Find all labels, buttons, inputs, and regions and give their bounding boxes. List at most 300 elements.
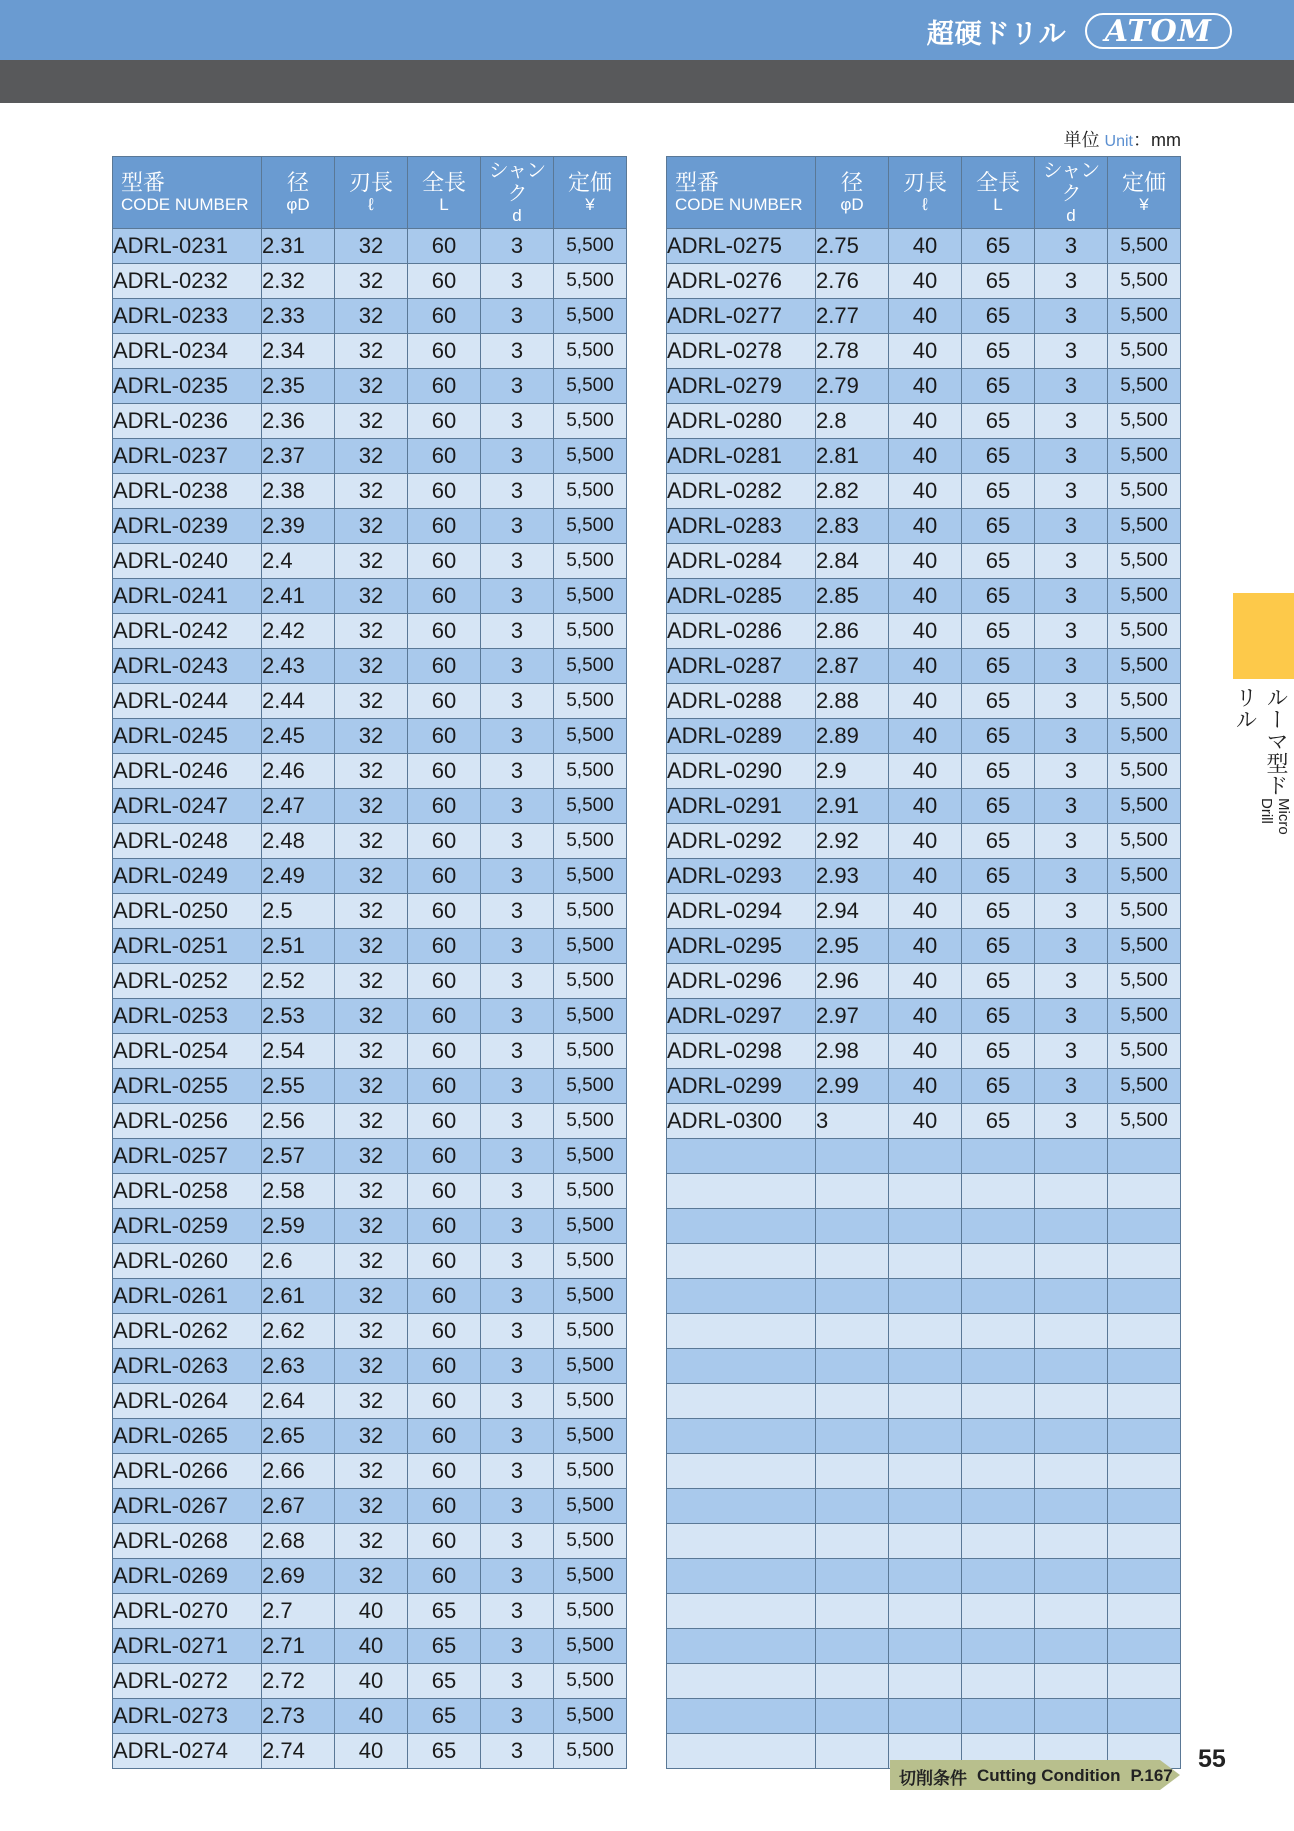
header-title-group (927, 12, 1232, 50)
empty-table-row (667, 1244, 1181, 1279)
shank-cell: 3 (481, 1104, 554, 1139)
shank-cell (1035, 1139, 1108, 1174)
table-row (667, 754, 1181, 789)
flute-length-cell: 32 (335, 1244, 408, 1279)
overall-length-cell: 60 (408, 229, 481, 264)
table-header-row (113, 157, 627, 229)
code-number-cell (667, 1629, 816, 1664)
shank-cell (1035, 1384, 1108, 1419)
price-cell: 5,500 (554, 404, 627, 439)
shank-cell: 3 (481, 1454, 554, 1489)
price-cell: 5,500 (554, 1209, 627, 1244)
shank-cell: 3 (1035, 824, 1108, 859)
flute-length-cell (889, 1279, 962, 1314)
empty-table-row (667, 1664, 1181, 1699)
table-row (667, 1104, 1181, 1139)
shank-cell: 3 (481, 1349, 554, 1384)
flute-length-cell: 32 (335, 649, 408, 684)
overall-length-cell: 65 (962, 334, 1035, 369)
diameter-cell: 2.83 (816, 509, 889, 544)
table-row (113, 299, 627, 334)
shank-cell: 3 (1035, 579, 1108, 614)
unit-value: mm (1151, 130, 1181, 150)
shank-cell: 3 (481, 1524, 554, 1559)
table-row (113, 1419, 627, 1454)
shank-cell: 3 (481, 649, 554, 684)
overall-length-cell: 65 (962, 649, 1035, 684)
price-cell (1108, 1279, 1181, 1314)
price-cell: 5,500 (1108, 369, 1181, 404)
diameter-cell: 2.52 (262, 964, 335, 999)
overall-length-cell (962, 1419, 1035, 1454)
flute-length-cell (889, 1489, 962, 1524)
table-row (113, 474, 627, 509)
code-number-cell: ADRL-0240 (113, 544, 262, 579)
price-cell: 5,500 (554, 614, 627, 649)
code-number-cell (667, 1209, 816, 1244)
flute-length-cell: 40 (889, 1069, 962, 1104)
overall-length-cell: 60 (408, 509, 481, 544)
flute-length-cell: 40 (889, 859, 962, 894)
shank-cell: 3 (481, 1664, 554, 1699)
table-row (667, 894, 1181, 929)
code-number-cell (667, 1314, 816, 1349)
flute-length-cell (889, 1349, 962, 1384)
table-row (113, 1664, 627, 1699)
overall-length-cell: 65 (962, 859, 1035, 894)
overall-length-cell: 60 (408, 1069, 481, 1104)
flute-length-cell: 40 (889, 474, 962, 509)
diameter-cell (816, 1174, 889, 1209)
shank-cell: 3 (481, 1629, 554, 1664)
price-cell: 5,500 (554, 859, 627, 894)
price-cell: 5,500 (554, 1524, 627, 1559)
table-row (113, 1209, 627, 1244)
flute-length-cell: 40 (889, 964, 962, 999)
flute-length-cell (889, 1384, 962, 1419)
code-number-cell (667, 1559, 816, 1594)
flute-length-cell: 40 (889, 824, 962, 859)
overall-length-cell: 60 (408, 1559, 481, 1594)
code-number-cell (667, 1384, 816, 1419)
diameter-cell (816, 1279, 889, 1314)
section-side-label (1232, 686, 1292, 846)
flute-length-cell: 32 (335, 1314, 408, 1349)
price-cell (1108, 1524, 1181, 1559)
price-cell: 5,500 (554, 1734, 627, 1769)
col-header-diameter: 径 φD (262, 157, 335, 229)
shank-cell: 3 (1035, 894, 1108, 929)
diameter-cell: 2.84 (816, 544, 889, 579)
code-number-cell (667, 1349, 816, 1384)
shank-cell: 3 (1035, 334, 1108, 369)
diameter-cell (816, 1734, 889, 1769)
flute-length-cell: 32 (335, 1559, 408, 1594)
code-number-cell: ADRL-0276 (667, 264, 816, 299)
overall-length-cell (962, 1384, 1035, 1419)
flute-length-cell: 32 (335, 894, 408, 929)
code-number-cell: ADRL-0283 (667, 509, 816, 544)
flute-length-cell: 32 (335, 509, 408, 544)
price-cell: 5,500 (1108, 719, 1181, 754)
flute-length-cell: 32 (335, 474, 408, 509)
empty-table-row (667, 1524, 1181, 1559)
overall-length-cell: 65 (962, 229, 1035, 264)
overall-length-cell (962, 1314, 1035, 1349)
shank-cell (1035, 1209, 1108, 1244)
code-number-cell (667, 1279, 816, 1314)
table-row (667, 474, 1181, 509)
shank-cell: 3 (481, 1489, 554, 1524)
empty-table-row (667, 1209, 1181, 1244)
flute-length-cell: 40 (889, 334, 962, 369)
empty-table-row (667, 1629, 1181, 1664)
code-number-cell: ADRL-0269 (113, 1559, 262, 1594)
table-row (113, 579, 627, 614)
overall-length-cell: 60 (408, 719, 481, 754)
diameter-cell (816, 1489, 889, 1524)
diameter-cell: 2.59 (262, 1209, 335, 1244)
flute-length-cell: 32 (335, 264, 408, 299)
shank-cell: 3 (1035, 404, 1108, 439)
price-cell: 5,500 (554, 649, 627, 684)
code-number-cell: ADRL-0246 (113, 754, 262, 789)
overall-length-cell: 65 (962, 824, 1035, 859)
diameter-cell: 2.42 (262, 614, 335, 649)
overall-length-cell (962, 1349, 1035, 1384)
overall-length-cell: 60 (408, 894, 481, 929)
code-number-cell: ADRL-0295 (667, 929, 816, 964)
table-row (667, 859, 1181, 894)
overall-length-cell: 60 (408, 1209, 481, 1244)
shank-cell: 3 (481, 229, 554, 264)
overall-length-cell (962, 1454, 1035, 1489)
diameter-cell: 2.63 (262, 1349, 335, 1384)
code-number-cell: ADRL-0233 (113, 299, 262, 334)
flute-length-cell: 32 (335, 1454, 408, 1489)
overall-length-cell: 65 (408, 1664, 481, 1699)
diameter-cell: 2.41 (262, 579, 335, 614)
overall-length-cell: 60 (408, 1139, 481, 1174)
diameter-cell: 2.96 (816, 964, 889, 999)
col-header-overall-length: 全長 L (408, 157, 481, 229)
price-cell: 5,500 (1108, 299, 1181, 334)
diameter-cell: 2.97 (816, 999, 889, 1034)
diameter-cell: 2.56 (262, 1104, 335, 1139)
diameter-cell (816, 1559, 889, 1594)
flute-length-cell: 32 (335, 1384, 408, 1419)
page-number: 55 (1198, 1745, 1226, 1773)
shank-cell (1035, 1349, 1108, 1384)
unit-separator: ： (1133, 130, 1151, 150)
flute-length-cell: 32 (335, 754, 408, 789)
diameter-cell: 2.54 (262, 1034, 335, 1069)
diameter-cell: 2.73 (262, 1699, 335, 1734)
table-row (113, 1104, 627, 1139)
table-row (667, 964, 1181, 999)
diameter-cell: 3 (816, 1104, 889, 1139)
diameter-cell: 2.33 (262, 299, 335, 334)
code-number-cell: ADRL-0294 (667, 894, 816, 929)
code-number-cell: ADRL-0261 (113, 1279, 262, 1314)
shank-cell: 3 (481, 999, 554, 1034)
flute-length-cell (889, 1419, 962, 1454)
flute-length-cell: 32 (335, 1524, 408, 1559)
unit-note (1064, 126, 1181, 152)
shank-cell: 3 (1035, 1104, 1108, 1139)
empty-table-row (667, 1454, 1181, 1489)
overall-length-cell: 65 (962, 719, 1035, 754)
code-number-cell: ADRL-0243 (113, 649, 262, 684)
col-header-code: 型番 CODE NUMBER (113, 157, 262, 229)
overall-length-cell: 65 (962, 544, 1035, 579)
code-number-cell: ADRL-0285 (667, 579, 816, 614)
table-row (667, 544, 1181, 579)
overall-length-cell: 65 (408, 1734, 481, 1769)
code-number-cell: ADRL-0300 (667, 1104, 816, 1139)
shank-cell: 3 (481, 1734, 554, 1769)
overall-length-cell: 65 (962, 929, 1035, 964)
overall-length-cell: 65 (962, 299, 1035, 334)
shank-cell: 3 (481, 789, 554, 824)
table-row (113, 1069, 627, 1104)
atom-logo: ATOM (1085, 13, 1232, 49)
price-cell: 5,500 (554, 684, 627, 719)
diameter-cell: 2.77 (816, 299, 889, 334)
table-row (113, 1384, 627, 1419)
flute-length-cell: 40 (889, 719, 962, 754)
table-row (113, 649, 627, 684)
code-number-cell: ADRL-0262 (113, 1314, 262, 1349)
overall-length-cell: 60 (408, 404, 481, 439)
code-number-cell: ADRL-0282 (667, 474, 816, 509)
price-cell (1108, 1174, 1181, 1209)
table-row (113, 1279, 627, 1314)
shank-cell: 3 (481, 1699, 554, 1734)
price-cell (1108, 1594, 1181, 1629)
table-row (667, 999, 1181, 1034)
diameter-cell: 2.35 (262, 369, 335, 404)
price-cell: 5,500 (1108, 1069, 1181, 1104)
diameter-cell (816, 1349, 889, 1384)
code-number-cell: ADRL-0235 (113, 369, 262, 404)
code-number-cell: ADRL-0248 (113, 824, 262, 859)
flute-length-cell: 32 (335, 859, 408, 894)
price-cell: 5,500 (1108, 614, 1181, 649)
col-header-diameter: 径 φD (816, 157, 889, 229)
diameter-cell: 2.92 (816, 824, 889, 859)
flute-length-cell: 40 (889, 544, 962, 579)
code-number-cell (667, 1734, 816, 1769)
table-row (113, 1034, 627, 1069)
overall-length-cell: 60 (408, 614, 481, 649)
price-cell: 5,500 (554, 544, 627, 579)
overall-length-cell: 60 (408, 1279, 481, 1314)
diameter-cell: 2.81 (816, 439, 889, 474)
overall-length-cell: 60 (408, 439, 481, 474)
diameter-cell: 2.85 (816, 579, 889, 614)
diameter-cell: 2.76 (816, 264, 889, 299)
flute-length-cell: 32 (335, 614, 408, 649)
shank-cell: 3 (481, 579, 554, 614)
code-number-cell: ADRL-0286 (667, 614, 816, 649)
price-cell (1108, 1209, 1181, 1244)
diameter-cell (816, 1384, 889, 1419)
overall-length-cell: 60 (408, 1454, 481, 1489)
code-number-cell: ADRL-0260 (113, 1244, 262, 1279)
overall-length-cell: 65 (962, 789, 1035, 824)
diameter-cell: 2.91 (816, 789, 889, 824)
table-row (667, 229, 1181, 264)
price-cell: 5,500 (554, 1034, 627, 1069)
price-cell: 5,500 (554, 264, 627, 299)
diameter-cell (816, 1209, 889, 1244)
col-header-shank: シャンク d (1035, 157, 1108, 229)
price-cell: 5,500 (554, 1314, 627, 1349)
overall-length-cell (962, 1664, 1035, 1699)
code-number-cell: ADRL-0234 (113, 334, 262, 369)
code-number-cell: ADRL-0278 (667, 334, 816, 369)
diameter-cell: 2.89 (816, 719, 889, 754)
flute-length-cell: 32 (335, 544, 408, 579)
price-cell: 5,500 (554, 1384, 627, 1419)
shank-cell: 3 (481, 859, 554, 894)
price-cell: 5,500 (1108, 684, 1181, 719)
col-header-shank: シャンク d (481, 157, 554, 229)
code-number-cell: ADRL-0255 (113, 1069, 262, 1104)
code-number-cell: ADRL-0272 (113, 1664, 262, 1699)
overall-length-cell: 65 (962, 754, 1035, 789)
diameter-cell: 2.62 (262, 1314, 335, 1349)
table-row (113, 264, 627, 299)
shank-cell: 3 (1035, 684, 1108, 719)
cutting-condition-link[interactable] (899, 1762, 1173, 1790)
flute-length-cell: 40 (889, 894, 962, 929)
code-number-cell: ADRL-0279 (667, 369, 816, 404)
flute-length-cell (889, 1209, 962, 1244)
flute-length-cell: 40 (335, 1629, 408, 1664)
flute-length-cell: 40 (889, 999, 962, 1034)
overall-length-cell: 65 (962, 684, 1035, 719)
diameter-cell: 2.58 (262, 1174, 335, 1209)
code-number-cell: ADRL-0263 (113, 1349, 262, 1384)
diameter-cell: 2.99 (816, 1069, 889, 1104)
diameter-cell: 2.78 (816, 334, 889, 369)
code-number-cell: ADRL-0241 (113, 579, 262, 614)
table-row (113, 754, 627, 789)
col-header-flute-length: 刃長 ℓ (889, 157, 962, 229)
shank-cell: 3 (481, 1034, 554, 1069)
overall-length-cell: 60 (408, 964, 481, 999)
col-header-price: 定価 ¥ (1108, 157, 1181, 229)
flute-length-cell (889, 1244, 962, 1279)
table-row (113, 404, 627, 439)
code-number-cell: ADRL-0274 (113, 1734, 262, 1769)
price-cell: 5,500 (1108, 509, 1181, 544)
diameter-cell (816, 1314, 889, 1349)
overall-length-cell: 60 (408, 1034, 481, 1069)
table-row (667, 649, 1181, 684)
shank-cell: 3 (481, 754, 554, 789)
table-row (113, 1559, 627, 1594)
price-cell: 5,500 (554, 439, 627, 474)
diameter-cell: 2.82 (816, 474, 889, 509)
flute-length-cell: 40 (335, 1734, 408, 1769)
empty-table-row (667, 1174, 1181, 1209)
code-number-cell: ADRL-0273 (113, 1699, 262, 1734)
code-number-cell: ADRL-0259 (113, 1209, 262, 1244)
table-row (667, 334, 1181, 369)
table-row (667, 439, 1181, 474)
diameter-cell (816, 1699, 889, 1734)
diameter-cell: 2.6 (262, 1244, 335, 1279)
price-cell: 5,500 (554, 719, 627, 754)
price-cell: 5,500 (554, 1174, 627, 1209)
overall-length-cell: 60 (408, 999, 481, 1034)
shank-cell: 3 (1035, 1069, 1108, 1104)
price-cell (1108, 1139, 1181, 1174)
price-cell: 5,500 (1108, 859, 1181, 894)
overall-length-cell: 60 (408, 579, 481, 614)
table-row (113, 614, 627, 649)
price-cell: 5,500 (1108, 964, 1181, 999)
empty-table-row (667, 1384, 1181, 1419)
code-number-cell: ADRL-0253 (113, 999, 262, 1034)
code-number-cell: ADRL-0232 (113, 264, 262, 299)
flute-length-cell (889, 1594, 962, 1629)
table-row (113, 719, 627, 754)
shank-cell: 3 (481, 264, 554, 299)
diameter-cell: 2.93 (816, 859, 889, 894)
shank-cell: 3 (1035, 509, 1108, 544)
price-cell: 5,500 (554, 369, 627, 404)
flute-length-cell (889, 1664, 962, 1699)
price-cell: 5,500 (1108, 404, 1181, 439)
table-row (113, 789, 627, 824)
table-row (667, 404, 1181, 439)
shank-cell: 3 (1035, 789, 1108, 824)
empty-table-row (667, 1594, 1181, 1629)
flute-length-cell: 32 (335, 964, 408, 999)
col-header-code: 型番 CODE NUMBER (667, 157, 816, 229)
price-cell: 5,500 (1108, 579, 1181, 614)
price-cell: 5,500 (554, 929, 627, 964)
code-number-cell: ADRL-0244 (113, 684, 262, 719)
code-number-cell: ADRL-0265 (113, 1419, 262, 1454)
flute-length-cell: 32 (335, 999, 408, 1034)
code-number-cell: ADRL-0247 (113, 789, 262, 824)
code-number-cell (667, 1419, 816, 1454)
table-row (113, 1734, 627, 1769)
overall-length-cell (962, 1559, 1035, 1594)
diameter-cell: 2.8 (816, 404, 889, 439)
code-number-cell (667, 1594, 816, 1629)
price-cell (1108, 1419, 1181, 1454)
overall-length-cell: 65 (962, 614, 1035, 649)
price-cell (1108, 1384, 1181, 1419)
overall-length-cell (962, 1279, 1035, 1314)
diameter-cell (816, 1244, 889, 1279)
price-cell (1108, 1489, 1181, 1524)
shank-cell: 3 (481, 509, 554, 544)
code-number-cell: ADRL-0264 (113, 1384, 262, 1419)
code-number-cell: ADRL-0277 (667, 299, 816, 334)
code-number-cell: ADRL-0236 (113, 404, 262, 439)
flute-length-cell: 32 (335, 1104, 408, 1139)
empty-table-row (667, 1419, 1181, 1454)
price-cell: 5,500 (1108, 824, 1181, 859)
overall-length-cell: 60 (408, 684, 481, 719)
